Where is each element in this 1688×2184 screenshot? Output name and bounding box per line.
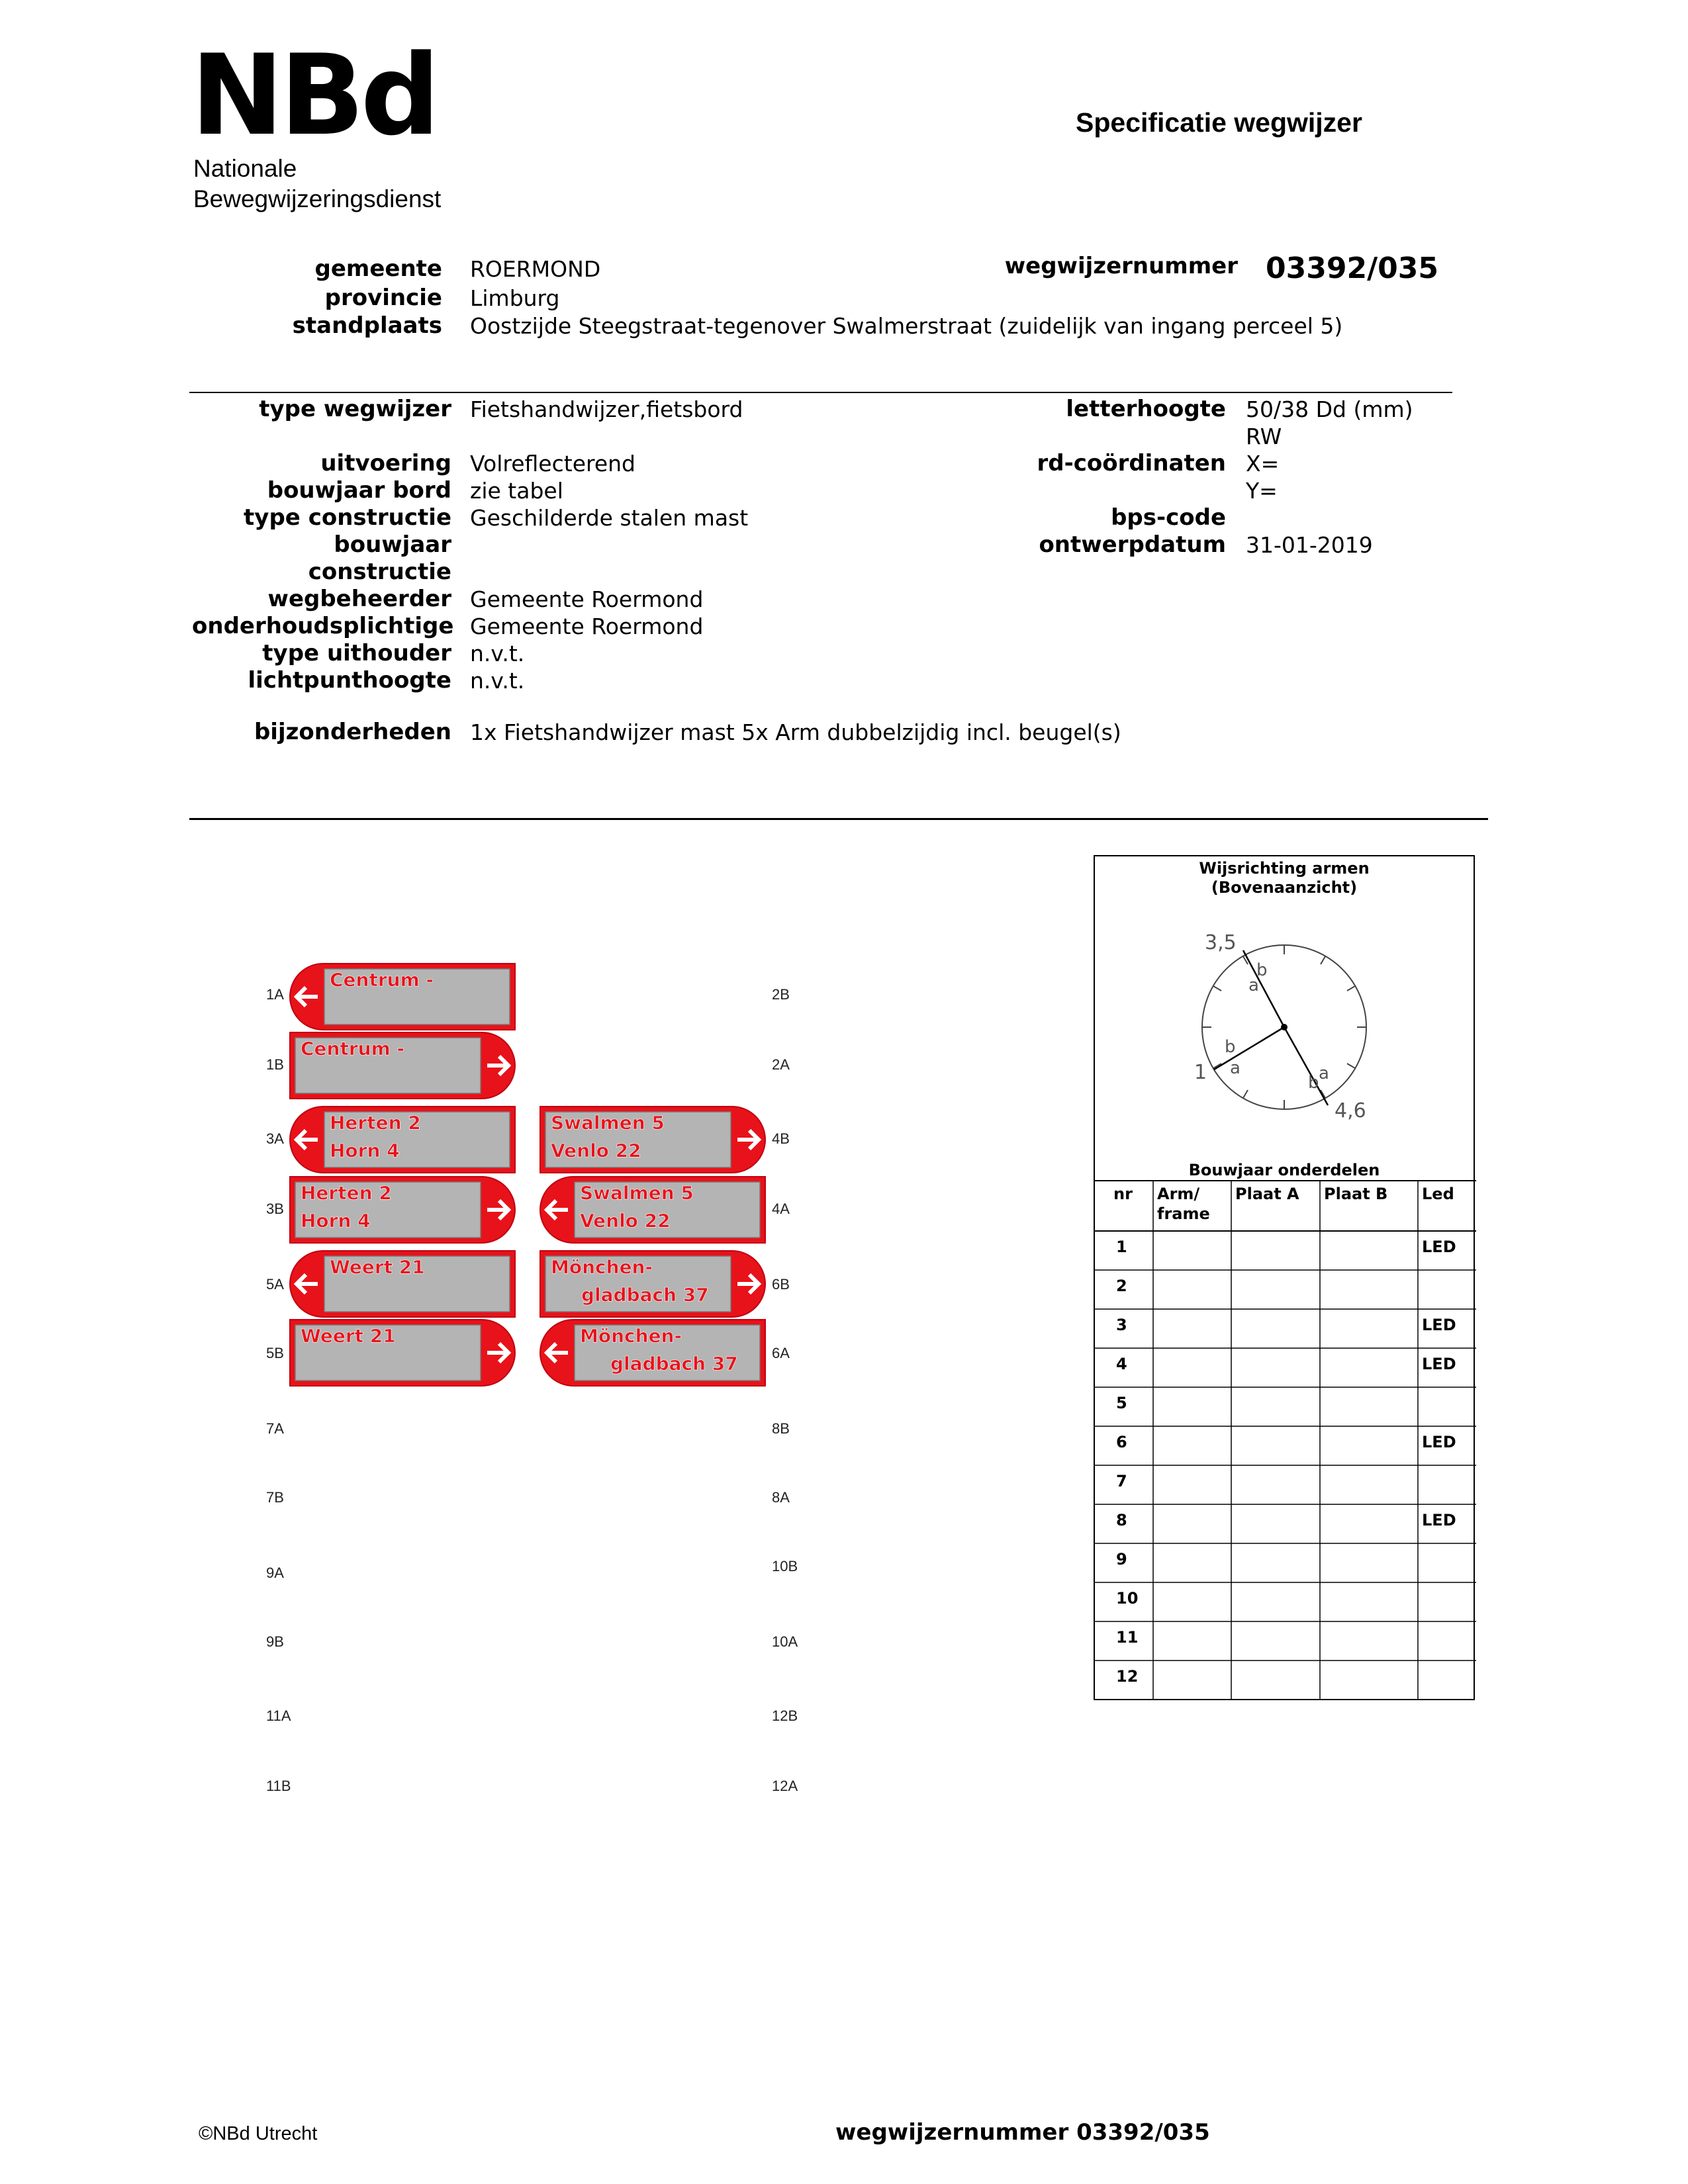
standplaats-label: standplaats [292, 312, 442, 339]
col-header-arm: Arm/ [1157, 1185, 1200, 1203]
sign-1A [290, 964, 515, 1030]
svg-text:a: a [1319, 1064, 1329, 1083]
dial-label-left: 1 [1194, 1061, 1207, 1084]
row-nr: 10 [1116, 1589, 1139, 1608]
bouwjaar-table [1095, 856, 1476, 1702]
sign-text-line2: Horn 4 [301, 1210, 371, 1232]
nbd-logo: NBd [191, 30, 436, 160]
sign-id-label: 1B [266, 1056, 284, 1073]
ontwerpdatum-value: 31-01-2019 [1246, 532, 1373, 558]
sign-text-line2: Venlo 22 [551, 1140, 641, 1161]
row-nr: 5 [1116, 1394, 1127, 1412]
letterhoogte-extra: RW [1246, 424, 1282, 449]
sign-text-line1: Centrum - [330, 969, 434, 991]
row-nr: 9 [1116, 1550, 1127, 1569]
sign-text-line1: Swalmen 5 [580, 1182, 694, 1204]
sign-text-line1: Weert 21 [330, 1256, 425, 1278]
sign-id-label: 10B [772, 1558, 798, 1574]
spec-label: lichtpunthoogte [248, 667, 451, 694]
sign-id-label: 5A [266, 1276, 284, 1293]
row-nr: 3 [1116, 1316, 1127, 1334]
footer-nummer: wegwijzernummer 03392/035 [835, 2119, 1210, 2146]
provincie-label: provincie [324, 285, 442, 311]
spec-label: constructie [308, 559, 451, 585]
sign-id-label: 10A [772, 1633, 798, 1650]
sign-text-line1: Swalmen 5 [551, 1112, 665, 1134]
rd-x-value: X= [1246, 451, 1280, 477]
letterhoogte-value: 50/38 Dd (mm) [1246, 396, 1413, 422]
sign-id-label: 6A [772, 1345, 790, 1361]
dial-label-bottom: 4,6 [1335, 1099, 1366, 1122]
sign-id-label: 11A [266, 1707, 291, 1724]
svg-text:b: b [1225, 1037, 1236, 1057]
row-nr: 4 [1116, 1355, 1127, 1373]
sign-text-line1: Mönchen- [580, 1325, 682, 1347]
gemeente-label: gemeente [314, 255, 442, 282]
sign-id-label: 9A [266, 1565, 284, 1581]
sign-id-label: 8B [772, 1420, 790, 1437]
sign-1B [290, 1032, 515, 1099]
sign-4A [540, 1177, 765, 1243]
sign-id-label: 6B [772, 1276, 790, 1293]
sign-id-label: 5B [266, 1345, 284, 1361]
sign-5B [290, 1320, 515, 1386]
svg-text:b: b [1256, 960, 1268, 980]
sign-6A [540, 1320, 765, 1386]
sign-text-line2: gladbach 37 [581, 1284, 709, 1306]
provincie-value: Limburg [470, 285, 560, 311]
row-nr: 1 [1116, 1238, 1127, 1256]
wijsrichting-panel [1094, 855, 1475, 1700]
row-nr: 7 [1116, 1472, 1127, 1490]
spec-value: Geschilderde stalen mast [470, 505, 749, 531]
footer-copyright: ©NBd Utrecht [199, 2123, 318, 2144]
sign-text-line2: Venlo 22 [580, 1210, 671, 1232]
row-nr: 6 [1116, 1433, 1127, 1451]
sign-id-label: 3B [266, 1201, 284, 1217]
col-header-frame: frame [1157, 1205, 1210, 1223]
letterhoogte-label: letterhoogte [1066, 396, 1226, 422]
sign-text-line2: gladbach 37 [610, 1353, 738, 1375]
spec-value: zie tabel [470, 478, 563, 504]
wegwijzernummer-value: 03392/035 [1266, 251, 1438, 285]
row-led: LED [1422, 1238, 1456, 1256]
spec-value: n.v.t. [470, 668, 525, 694]
standplaats-value: Oostzijde Steegstraat-tegenover Swalmerstraat (zuidelijk van ingang perceel 5) [470, 313, 1343, 339]
col-header-plaat-a: Plaat A [1235, 1185, 1299, 1203]
sign-id-label: 7A [266, 1420, 284, 1437]
dial-label-top: 3,5 [1205, 931, 1237, 954]
sign-text-line1: Centrum - [301, 1038, 405, 1060]
row-led: LED [1422, 1355, 1456, 1373]
document-title: Specificatie wegwijzer [1076, 107, 1362, 138]
sign-text-line1: Weert 21 [301, 1325, 396, 1347]
bps-code-label: bps-code [1111, 504, 1226, 531]
row-nr: 11 [1116, 1628, 1139, 1647]
spec-value: Gemeente Roermond [470, 614, 704, 639]
bijzonderheden-label: bijzonderheden [254, 719, 451, 745]
col-header-nr: nr [1113, 1185, 1133, 1203]
ontwerpdatum-label: ontwerpdatum [1039, 531, 1226, 558]
spec-value: Volreflecterend [470, 451, 635, 477]
sign-id-label: 9B [266, 1633, 284, 1650]
spec-label: type wegwijzer [259, 396, 451, 422]
sign-id-label: 3A [266, 1130, 284, 1147]
sign-text-line1: Herten 2 [330, 1112, 421, 1134]
org-line-2: Bewegwijzeringsdienst [193, 185, 442, 212]
sign-5A [290, 1251, 515, 1317]
bouwjaar-table-title: Bouwjaar onderdelen [1188, 1161, 1380, 1179]
sign-id-label: 1A [266, 986, 284, 1003]
spec-label: bouwjaar bord [267, 477, 451, 504]
svg-text:a: a [1230, 1058, 1241, 1078]
spec-label: wegbeheerder [267, 586, 451, 612]
sign-id-label: 4B [772, 1130, 790, 1147]
sign-4B [540, 1107, 765, 1173]
svg-text:a: a [1248, 976, 1259, 995]
row-nr: 8 [1116, 1511, 1127, 1529]
sign-id-label: 8A [772, 1489, 790, 1506]
spec-label: type uithouder [262, 640, 451, 666]
sign-3A [290, 1107, 515, 1173]
row-led: LED [1422, 1433, 1456, 1451]
panel-title-1: Wijsrichting armen [1199, 859, 1370, 878]
bijzonderheden-value: 1x Fietshandwijzer mast 5x Arm dubbelzijdig incl. beugel(s) [470, 719, 1121, 745]
spec-label: onderhoudsplichtige [192, 613, 454, 639]
sign-id-label: 2B [772, 986, 790, 1003]
row-nr: 12 [1116, 1667, 1139, 1686]
org-line-1: Nationale [193, 155, 297, 182]
spec-value: Gemeente Roermond [470, 586, 704, 612]
row-led: LED [1422, 1511, 1456, 1529]
rd-coordinaten-label: rd-coördinaten [1037, 450, 1226, 477]
sign-text-line1: Mönchen- [551, 1256, 653, 1278]
svg-text:b: b [1308, 1073, 1319, 1093]
spec-label: bouwjaar [334, 531, 451, 558]
sign-6B [540, 1251, 765, 1317]
rd-y-value: Y= [1246, 478, 1278, 504]
sign-id-label: 4A [772, 1201, 790, 1217]
gemeente-value: ROERMOND [470, 256, 601, 282]
col-header-led: Led [1422, 1185, 1454, 1203]
sign-id-label: 11B [266, 1778, 291, 1794]
sign-id-label: 7B [266, 1489, 284, 1506]
sign-text-line1: Herten 2 [301, 1182, 392, 1204]
col-header-plaat-b: Plaat B [1324, 1185, 1388, 1203]
spec-label: uitvoering [320, 450, 451, 477]
row-led: LED [1422, 1316, 1456, 1334]
sign-id-label: 2A [772, 1056, 790, 1073]
sign-3B [290, 1177, 515, 1243]
sign-id-label: 12A [772, 1778, 798, 1794]
sign-text-line2: Horn 4 [330, 1140, 400, 1161]
spec-value: n.v.t. [470, 641, 525, 666]
panel-title-2: (Bovenaanzicht) [1211, 878, 1358, 897]
row-nr: 2 [1116, 1277, 1127, 1295]
wegwijzernummer-label: wegwijzernummer [1004, 253, 1238, 279]
sign-id-label: 12B [772, 1707, 798, 1724]
spec-value: Fietshandwijzer,fietsbord [470, 396, 743, 422]
spec-label: type constructie [244, 504, 451, 531]
